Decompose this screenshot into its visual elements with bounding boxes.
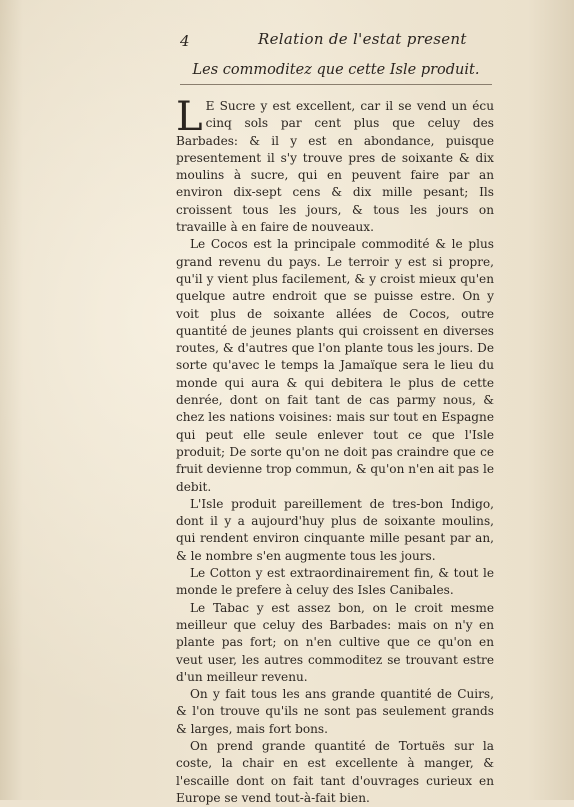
body-text: [176, 94, 494, 807]
drop-cap: L: [176, 94, 203, 140]
paragraph-turtles: On prend grande quantité de Tortuës sur la coste, la chair en est excellente à manger, & l'escaille dont on fait tant d'ouvrages curieux en Europe se vend tout-à-fait bien.: [176, 738, 494, 805]
running-title: Relation de l'estat present: [258, 30, 467, 48]
paragraph-cocoa: Le Cocos est la principale commodité & le plus grand revenu du pays. Le terroir y est si propre, qu'il y vient plus facilement, & y croist mieux qu'en quelque autre endroit que se puisse estre. On y voit plus de soixante allées de Cocos, outre quantité de jeunes plants qui croissent en diverses routes, & d'autres que l'on plante tous les jours. De sorte qu'avec le temps la Jamaïque sera le lieu du monde qui aura & qui debitera le plus de cette denrée, dont on fait tant de cas parmy nous, & chez les nations voisines: mais sur tout en Espagne qui peut elle seule enlever tout ce que l'Isle produit; De sorte qu'on ne doit pas craindre que ce fruit devienne trop commun, & qu'on n'en ait pas le debit.: [176, 237, 494, 494]
paragraph-tobacco: Le Tabac y est assez bon, on le croit mesme meilleur que celuy des Barbades: mais on n'y en plante pas fort; on n'en cultive que ce qu'on en veut user, les autres commoditez se trouvant estre d'un meilleur revenu.: [176, 600, 494, 684]
section-title: Les commoditez que cette Isle produit.: [180, 62, 492, 85]
paragraph-cotton: Le Cotton y est extraordinairement fin, & tout le monde le prefere à celuy des Isles Canibales.: [176, 566, 494, 598]
paragraph-indigo: L'Isle produit pareillement de tres-bon Indigo, dont il y a aujourd'huy plus de soixante moulins, qui rendent environ cinquante mille pesant par an, & le nombre s'en augmente tous les jours.: [176, 496, 494, 563]
paragraph-sugar: [176, 94, 494, 236]
paragraph-sugar-text: E Sucre y est excellent, car il se vend un écu cinq sols par cent plus que celuy des Barbades: & il y est en abondance, puisque presentement il s'y trouve pres de soixante & dix moulins à sucre, qui en peuvent faire par an environ dix-sept cens & dix mille pesant; Ils croissent tous les jours, & tous les jours on travaille à en faire de nouveaux.: [176, 99, 494, 235]
paragraph-hides: On y fait tous les ans grande quantité de Cuirs, & l'on trouve qu'ils ne sont pas seulement grands & larges, mais fort bons.: [176, 687, 494, 736]
page-number: 4: [180, 32, 190, 50]
